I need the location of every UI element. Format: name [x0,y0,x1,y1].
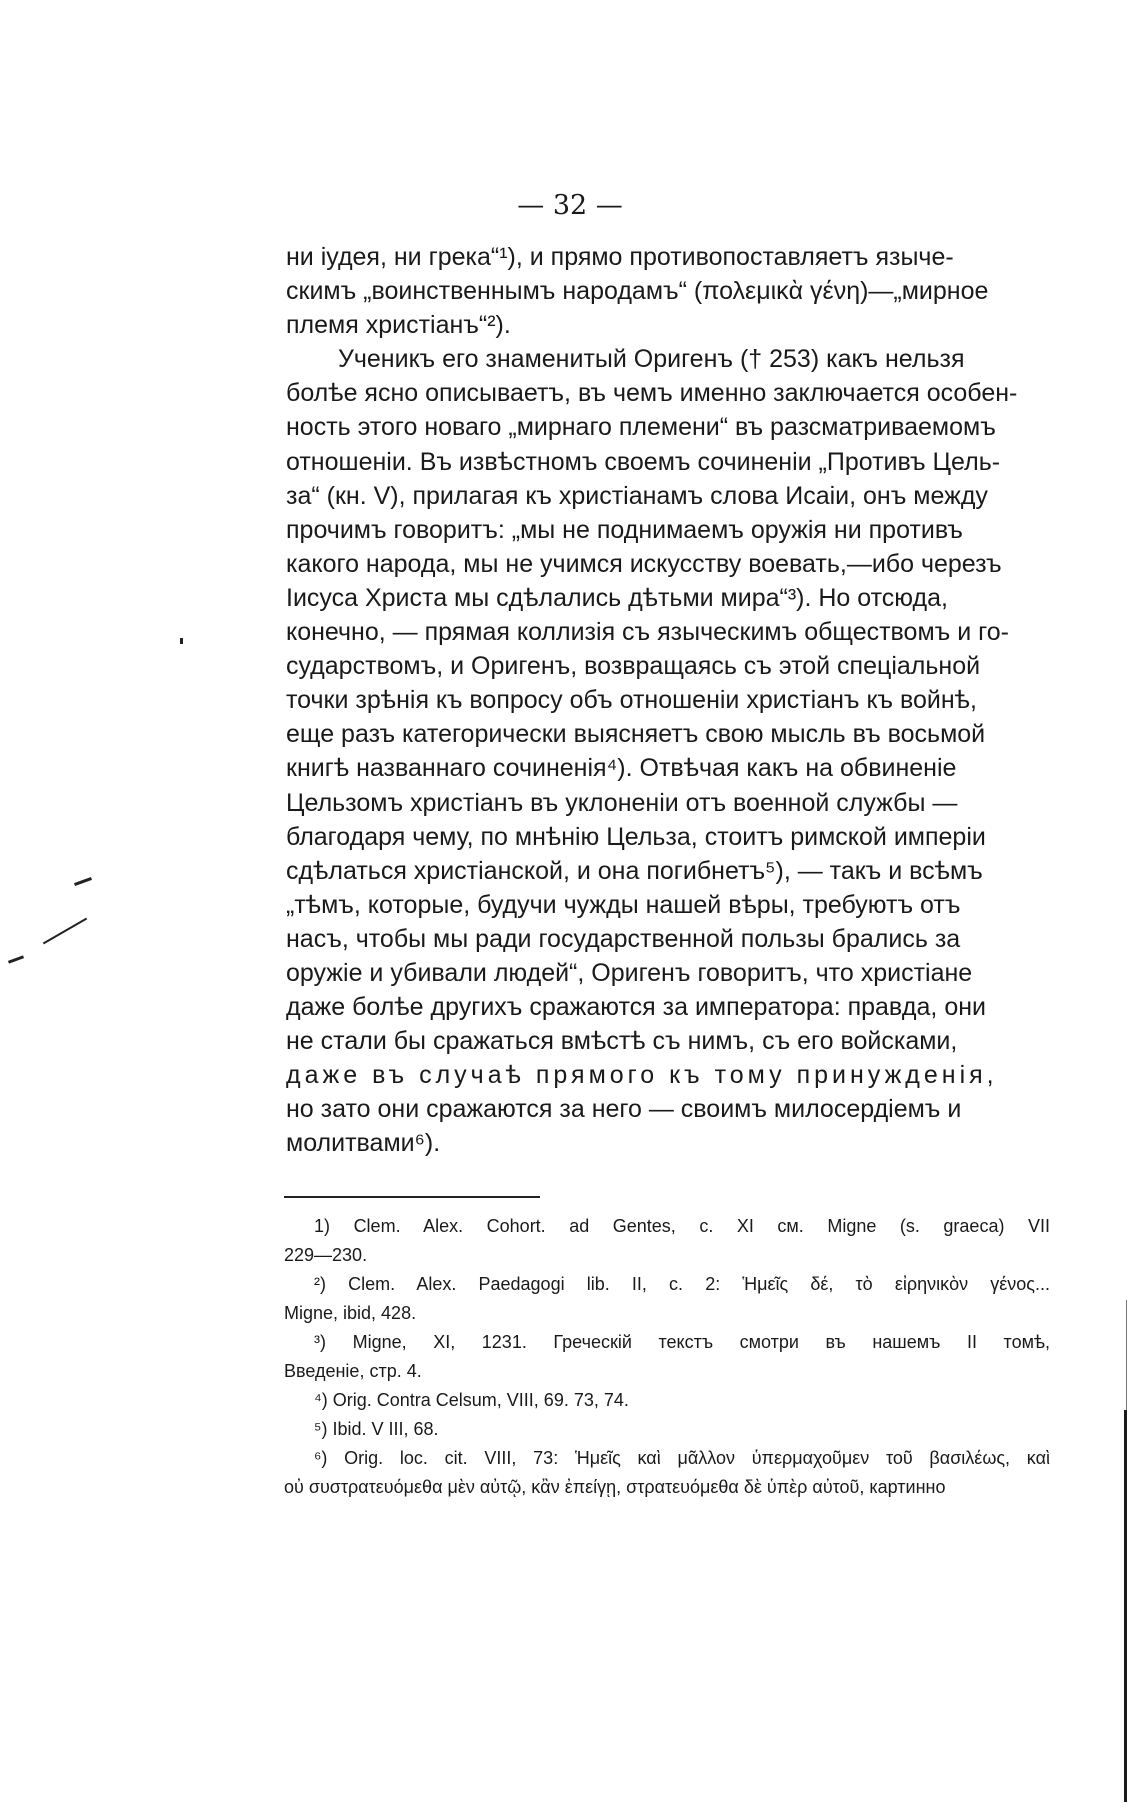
paragraph-line: точки зрѣнія къ вопросу объ отношеніи христіанъ къ войнѣ, [286,686,977,715]
footnote-line: Migne, XI, 1231. Греческій текстъ смотри въ нашемъ II томѣ, [352,1332,1050,1352]
scan-edge-line [1126,1300,1127,1410]
footnote-line: Orig. Contra Celsum, VIII, 69. 73, 74. [332,1390,629,1410]
footnote-marker: 1) [314,1216,331,1236]
footnote-line: οὐ συστρατευόμεθα μὲν αὐτῷ, κἂν ἐπείγῃ, στρατευόμεθα δὲ ὑπὲρ αὐτοῦ, картинно [284,1477,946,1497]
paragraph-line: за“ (кн. V), прилагая къ христіанамъ слова Исаіи, онъ между [286,481,988,510]
footnote-line: Orig. loc. cit. VIII, 73: Ἡμεῖς καὶ μᾶλλον ὑπερμαχοῦμεν τοῦ βασιλέως, καὶ [344,1448,1050,1468]
footnote-marker: ⁶) [314,1448,328,1468]
paragraph-line: ность этого новаго „мирнаго племени“ въ разсматриваемомъ [286,413,996,442]
paragraph-line: книгѣ названнаго сочиненія⁴). Отвѣчая какъ на обвиненіе [286,754,957,783]
footnote-line: Clem. Alex. Paedagogi lib. II, c. 2: Ἡμεῖς δέ, τὸ εἰρηνικὸν γένος... [348,1274,1050,1294]
footnote-line: Migne, ibid, 428. [284,1303,417,1323]
paragraph-line: племя христіанъ“²). [286,311,511,340]
footnote-line: 229—230. [284,1245,368,1265]
footnote-separator [284,1196,540,1198]
paragraph-line: скимъ „воинственнымъ народамъ“ (πολεμικὰ γένη)—„мирное [286,277,989,306]
paragraph-line: еще разъ категорически выясняетъ свою мысль въ восьмой [286,720,986,749]
paragraph-line: Цельзомъ христіанъ въ уклоненіи отъ военной службы — [286,788,958,817]
paragraph-line: молитвами⁶). [286,1129,441,1158]
paragraph-line: болѣе ясно описываетъ, въ чемъ именно заключается особен- [286,379,1018,408]
footnote-line: Введеніе, стр. 4. [284,1361,422,1381]
scan-speck [74,877,92,886]
paragraph-line: прочимъ говоритъ: „мы не поднимаемъ оружія ни противъ [286,515,963,544]
paragraph-line: даже болѣе другихъ сражаются за императора: правда, они [286,993,986,1022]
paragraph-line: Ученикъ его знаменитый Оригенъ († 253) какъ нельзя [338,345,965,374]
paragraph-line: „тѣмъ, которые, будучи чужды нашей вѣры, требуютъ отъ [286,890,961,919]
paragraph-line: отношеніи. Въ извѣстномъ своемъ сочиненіи „Противъ Цель- [286,447,1001,476]
footnote-marker: ²) [314,1274,326,1294]
paragraph-line: не стали бы сражаться вмѣстѣ съ нимъ, съ его войсками, [286,1027,958,1056]
paragraph-line: сдѣлаться христіанской, и она погибнетъ⁵), — такъ и всѣмъ [286,856,983,885]
page-number: — 32 — [517,190,623,221]
paragraph-line: Іисуса Христа мы сдѣлались дѣтьми мира“³). Но отсюда, [286,583,948,612]
paragraph-line: конечно, — прямая коллизія съ языческимъ обществомъ и го- [286,618,1009,647]
main-text [286,240,1050,1161]
scan-speck [8,955,24,963]
scan-speck [43,918,87,945]
paragraph-line: насъ, чтобы мы ради государственной пользы брались за [286,924,961,953]
paragraph-line: благодаря чему, по мнѣнію Цельза, стоитъ римской имперіи [286,822,986,851]
paragraph-line: оружіе и убивали людей“, Оригенъ говоритъ, что христіане [286,958,973,987]
paragraph-line: даже въ случаѣ прямого къ тому принужденія, [286,1061,998,1090]
scan-speck [180,638,183,644]
footnote-marker: ³) [314,1332,326,1352]
paragraph-line: сударствомъ, и Оригенъ, возвращаясь съ этой спеціальной [286,652,981,681]
footnote-marker: ⁵) [314,1419,328,1439]
footnote-line: Clem. Alex. Cohort. ad Gentes, c. XI см. Migne (s. graeca) VII [353,1216,1050,1236]
footnotes [284,1212,1050,1502]
scan-edge-line [1124,1410,1127,1802]
paragraph-line: но зато они сражаются за него — своимъ милосердіемъ и [286,1095,962,1124]
footnote-marker: ⁴) [314,1390,328,1410]
footnote-line: Ibid. V III, 68. [332,1419,439,1439]
paragraph-line: ни іудея, ни грека“¹), и прямо противопоставляетъ языче- [286,243,954,271]
paragraph-line: какого народа, мы не учимся искусству воевать,—ибо черезъ [286,549,1002,578]
